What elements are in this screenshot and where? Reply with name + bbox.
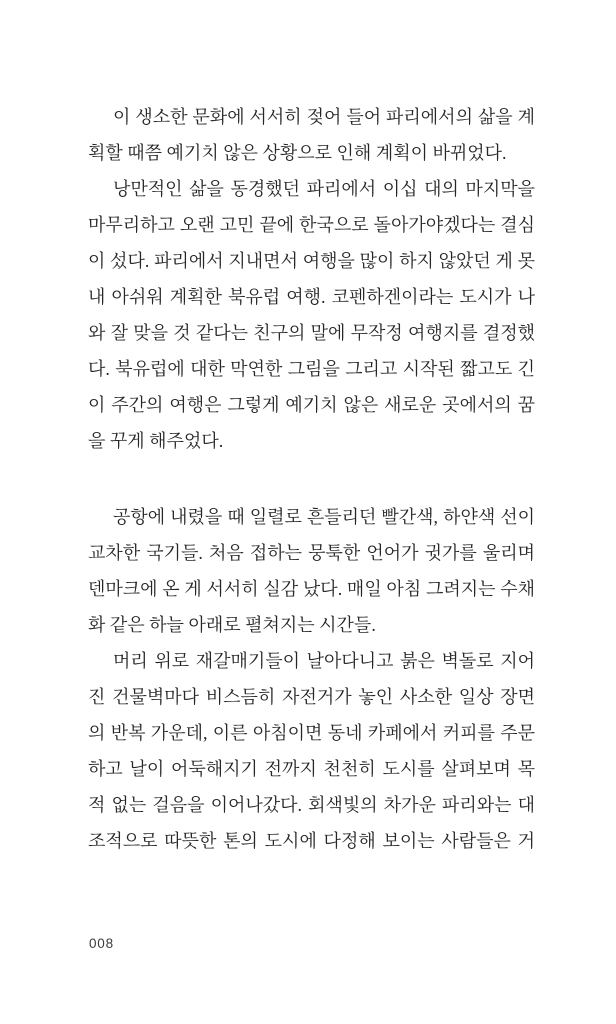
text-line: 공항에 내렸을 때 일렬로 흔들리던 빨간색, 하얀색 선이 [113, 507, 535, 527]
text-line: 하고 날이 어둑해지기 전까지 천천히 도시를 살펴보며 목 [88, 759, 535, 779]
text-line: 화 같은 하늘 아래로 펼쳐지는 시간들. [88, 615, 376, 635]
paragraph [88, 171, 535, 459]
text-line: 낭만적인 삶을 동경했던 파리에서 이십 대의 마지막을 [113, 179, 535, 199]
paragraph [88, 499, 535, 643]
text-line: 의 반복 가운데, 이른 아침이면 동네 카페에서 커피를 주문 [88, 723, 535, 743]
text-line: 진 건물벽마다 비스듬히 자전거가 놓인 사소한 일상 장면 [88, 687, 535, 707]
text-line: 이 주간의 여행은 그렇게 예기치 않은 새로운 곳에서의 꿈 [88, 395, 535, 415]
text-line: 머리 위로 재갈매기들이 날아다니고 붉은 벽돌로 지어 [113, 651, 535, 671]
paragraph [88, 99, 535, 171]
text-line: 조적으로 따뜻한 톤의 도시에 다정해 보이는 사람들은 거 [88, 831, 535, 851]
text-line: 마무리하고 오랜 고민 끝에 한국으로 돌아가야겠다는 결심 [88, 215, 535, 235]
text-line: 내 아쉬워 계획한 북유럽 여행. 코펜하겐이라는 도시가 나 [88, 287, 535, 307]
text-line: 덴마크에 온 게 서서히 실감 났다. 매일 아침 그려지는 수채 [88, 579, 535, 599]
text-line: 획할 때쯤 예기치 않은 상황으로 인해 계획이 바뀌었다. [88, 143, 507, 163]
page-number: 008 [89, 936, 114, 951]
paragraph [88, 643, 535, 859]
text-line: 와 잘 맞을 것 같다는 친구의 말에 무작정 여행지를 결정했 [88, 323, 535, 343]
text-line: 이 섰다. 파리에서 지내면서 여행을 많이 하지 않았던 게 못 [88, 251, 535, 271]
text-line: 교차한 국기들. 처음 접하는 뭉툭한 언어가 귓가를 울리며 [88, 543, 535, 563]
text-line: 을 꾸게 해주었다. [88, 431, 224, 451]
text-line: 이 생소한 문화에 서서히 젖어 들어 파리에서의 삶을 계 [113, 107, 535, 127]
text-line: 적 없는 걸음을 이어나갔다. 회색빛의 차가운 파리와는 대 [88, 795, 535, 815]
text-line: 다. 북유럽에 대한 막연한 그림을 그리고 시작된 짧고도 긴 [88, 359, 535, 379]
body-text [88, 99, 535, 859]
